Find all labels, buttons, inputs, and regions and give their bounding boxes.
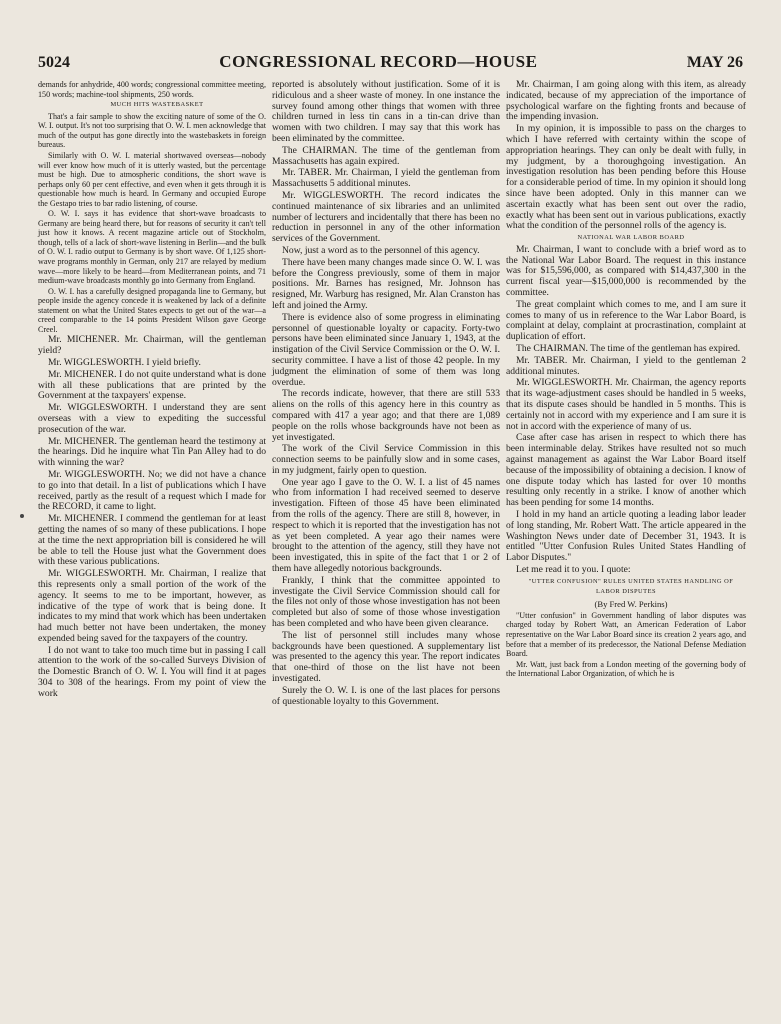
- speech-paragraph: Mr. MICHENER. Mr. Chairman, will the gentleman yield?: [38, 334, 266, 357]
- speech-paragraph: The records indicate, however, that there are still 533 aliens on the rolls of this agency here in this country as compared with 417 a year ago; and that there are 1,089 people on the rolls whose backgrounds have not been as yet investigated.: [272, 388, 500, 443]
- section-subhead: MUCH HITS WASTEBASKET: [110, 101, 204, 109]
- quoted-article-paragraph: O. W. I. has a carefully designed propaganda line to Germany, but people inside the agency concede it is weakened by lack of a definite statement on what the United States expects to get out of the war—a creed comparable to the 14 points President Wilson gave George Creel.: [38, 286, 266, 334]
- speech-paragraph: One year ago I gave to the O. W. I. a list of 45 names who from information I had received seemed to deserve investigation. Fifteen of those 45 have been eliminated from the rolls of the agency. There are still 8, however, in respect to which it is reported that the investigation has not as yet been completed. A year ago their names were brought to the attention of the agency, still they have not been investigated, this in spite of the fact that 1 or 2 of them have allegedly notorious backgrounds.: [272, 476, 500, 575]
- quoted-article-paragraph: That's a fair sample to show the exciting nature of some of the O. W. I. output. It's not too surprising that O. W. I. men acknowledge that much of the output has gone directly into the wastebaskets in foreign bureaus.: [38, 111, 266, 150]
- speech-paragraph: The work of the Civil Service Commission in this connection seems to be painfully slow and in some cases, in my judgment, fairly open to question.: [272, 443, 500, 476]
- speech-paragraph: The list of personnel still includes many whose backgrounds have been questioned. A supplementary list was presented to the agency this year. The report indicates that one-third of those on the list have not been investigated.: [272, 629, 500, 685]
- speech-paragraph: I do not want to take too much time but in passing I call attention to the work of the so-called Surveys Division of the Domestic Branch of O. W. I. You will find it at pages 304 to 308 of the hearings. From my point of view the work: [38, 644, 266, 699]
- quoted-article-paragraph: Similarly with O. W. I. material shortwaved overseas—nobody will ever know how much of it is utterly wasted, but the percentage must be high. Due to atmospheric conditions, the short wave is perhaps only 60 per cent effective, and even when it gets through it is questionable how much is heard. In Germany and occupied Europe the Gestapo tries to bar radio listening, of course.: [38, 150, 266, 208]
- column-2: [272, 80, 500, 708]
- section-subhead: NATIONAL WAR LABOR BOARD: [577, 234, 685, 242]
- speech-paragraph: Mr. MICHENER. I commend the gentleman for at least getting the names of so many of these publications. I hope at the time the next appropriation bill is considered he will be able to tell the House just what the Government does with these various publications.: [38, 513, 266, 568]
- page-header: [38, 52, 743, 78]
- speech-paragraph: Mr. WIGGLESWORTH. I yield briefly.: [48, 356, 201, 368]
- column-1: [38, 80, 266, 701]
- speech-paragraph: Mr. WIGGLESWORTH. No; we did not have a chance to go into that detail. In a list of publications which I have received, partly as the result of a request which I made for the RECORD, it came to light.: [38, 468, 266, 513]
- speech-paragraph: Mr. Chairman, I am going along with this item, as already indicated, because of my appreciation of the importance of psychological warfare on the fighting fronts and because of the impending invasion.: [506, 79, 746, 123]
- quoted-article-paragraph: demands for anhydride, 400 words; congressional committee meeting, 150 words; machine-tool shipments, 250 words.: [38, 80, 266, 99]
- speech-paragraph: Mr. WIGGLESWORTH. Mr. Chairman, I realize that this represents only a small portion of the work of the agency. It seems to me to be important, however, as indicative of the type of work that is being done. It indicates to my mind that work which has been undertaken had much better not have been undertaken, the money expended being saved for the taxpayers of the country.: [38, 568, 266, 644]
- speech-paragraph: Surely the O. W. I. is one of the last places for persons of questionable loyalty to this Government.: [272, 684, 500, 707]
- quoted-article-paragraph: O. W. I. says it has evidence that short-wave broadcasts to Germany are being heard there, but for reasons of security it can't tell just how it knows. A recent magazine article out of Stockholm, though, tells of a lack of short-wave listening in Berlin—and the bulk of O. W. I. radio output to Germany is by short wave. Of 1,125 short-wave programs monthly in German, only 217 are relayed by medium wave—more likely to be heard—from Mediterranean points, and 71 medium-wave broadcasts monthly go into Germany from England.: [38, 209, 266, 286]
- speech-paragraph: Mr. WIGGLESWORTH. Mr. Chairman, the agency reports that its wage-adjustment cases should be handled in 5 weeks, that its dispute cases should be handled in 5 months. This is certainly not in accord with my experience and I am sure it is not in accord with the experience of many of us.: [506, 377, 746, 432]
- quoted-article-paragraph: Mr. Watt, just back from a London meeting of the governing body of the International Labor Organization, of which he is: [506, 659, 746, 679]
- running-title: CONGRESSIONAL RECORD—HOUSE: [219, 52, 538, 71]
- speech-paragraph: Mr. MICHENER. The gentleman heard the testimony at the hearings. Did he inquire what Tin Pan Alley had to do with winning the war?: [38, 435, 266, 469]
- speech-paragraph: Mr. TABER. Mr. Chairman, I yield the gentleman from Massachusetts 5 additional minutes.: [272, 167, 500, 190]
- speech-paragraph: Mr. WIGGLESWORTH. I understand they are sent overseas with a view to expediting the successful prosecution of the war.: [38, 402, 266, 435]
- speech-paragraph: reported is absolutely without justification. Some of it is ridiculous and a sheer waste of money. In one instance the survey found among other things that women with three children turned in less tin cans in a tin-can drive than women with two children. I may say that this work has been eliminated by the committee.: [272, 79, 500, 144]
- section-subhead: "UTTER CONFUSION" RULES UNITED STATES HANDLING OF LABOR DISPUTES: [528, 577, 734, 596]
- speech-paragraph: The great complaint which comes to me, and I am sure it comes to many of us in reference to the War Labor Board, is complaint at delay, complaint at procrastination, complaint at duplication of effort.: [506, 298, 746, 343]
- speech-paragraph: Case after case has arisen in respect to which there has been interminable delay. Strikes have resulted not so much against management as against the War Labor Board itself because of the impossibility of obtaining a decision. I know of one dispute today which has lasted for over 10 months resulting only recently in a strike. I know of another which has been pending for some 14 months.: [506, 432, 746, 509]
- speech-paragraph: Mr. WIGGLESWORTH. The record indicates the continued maintenance of six libraries and an unlimited number of lecturers and incidentally that there has been no reduction in personnel in any of the other information services of the Government.: [272, 189, 500, 245]
- quoted-article-paragraph: "Utter confusion" in Government handling of labor disputes was charged today by Robert Watt, an American Federation of Labor representative on the War Labor Board since its creation 2 years ago, and before that a member of its predecessor, the National Defense Mediation Board.: [506, 610, 746, 659]
- speech-paragraph: There is evidence also of some progress in eliminating personnel of questionable loyalty or capacity. Forty-two persons have been eliminated since January 1, 1943, at the instigation of the Civil Service Commission or the O. W. I. security committee. I have a list of those 42 people. In my judgment the elimination of some of them was long overdue.: [272, 311, 500, 388]
- speech-paragraph: In my opinion, it is impossible to pass on the charges to which I have referred with certainty within the scope of appropriation hearings. They can only be dealt with fully, in my judgment, by a thoroughgoing investigation. An investigation resolution has been pending before this House for a considerable period of time. In my opinion it should long since have been adopted. Only in this manner can we ascertain exactly what has been sent out over the radio, exactly what has been sent out in various publications, exactly what the condition of the personnel rolls of the agency is.: [506, 123, 746, 232]
- page-number: 5024: [38, 54, 70, 71]
- speech-paragraph: Frankly, I think that the committee appointed to investigate the Civil Service Commission should call for the files not only of those whose investigation has not been completed but also of some of those whose investigation has been completed and who have been given clearance.: [272, 574, 500, 630]
- byline: (By Fred W. Perkins): [594, 599, 668, 610]
- speech-paragraph: I hold in my hand an article quoting a leading labor leader of long standing, Mr. Robert Watt. The article appeared in the Washington News under date of December 31, 1943. It is entitled "Utter Confusion Rules United States Handling of Labor Disputes.": [506, 508, 746, 564]
- speech-paragraph: There have been many changes made since O. W. I. was before the Congress previously, some of them in major positions. Mr. Barnes has resigned, Mr. Johnson has resigned, Mr. Warburg has resigned, Mr. Alan Cranston has left and joined the Army.: [272, 256, 500, 311]
- margin-mark: [20, 514, 24, 518]
- header-date: MAY 26: [686, 54, 743, 71]
- speech-paragraph: Mr. Chairman, I want to conclude with a brief word as to the National War Labor Board. The request in this instance was for $15,596,000, as compared with $14,437,300 in the current fiscal year—$15,000,000 is recommended by the committee.: [506, 243, 746, 299]
- speech-paragraph: The CHAIRMAN. The time of the gentleman from Massachusetts has again expired.: [272, 144, 500, 167]
- column-3: [506, 80, 746, 680]
- speech-paragraph: Now, just a word as to the personnel of this agency.: [282, 244, 480, 256]
- speech-paragraph: Mr. MICHENER. I do not quite understand what is done with all these publications that are printed by the Government at the taxpayers' expense.: [38, 368, 266, 402]
- speech-paragraph: Mr. TABER. Mr. Chairman, I yield to the gentleman 2 additional minutes.: [506, 354, 746, 377]
- speech-paragraph: The CHAIRMAN. The time of the gentleman has expired.: [516, 343, 741, 355]
- speech-paragraph: Let me read it to you. I quote:: [516, 563, 631, 575]
